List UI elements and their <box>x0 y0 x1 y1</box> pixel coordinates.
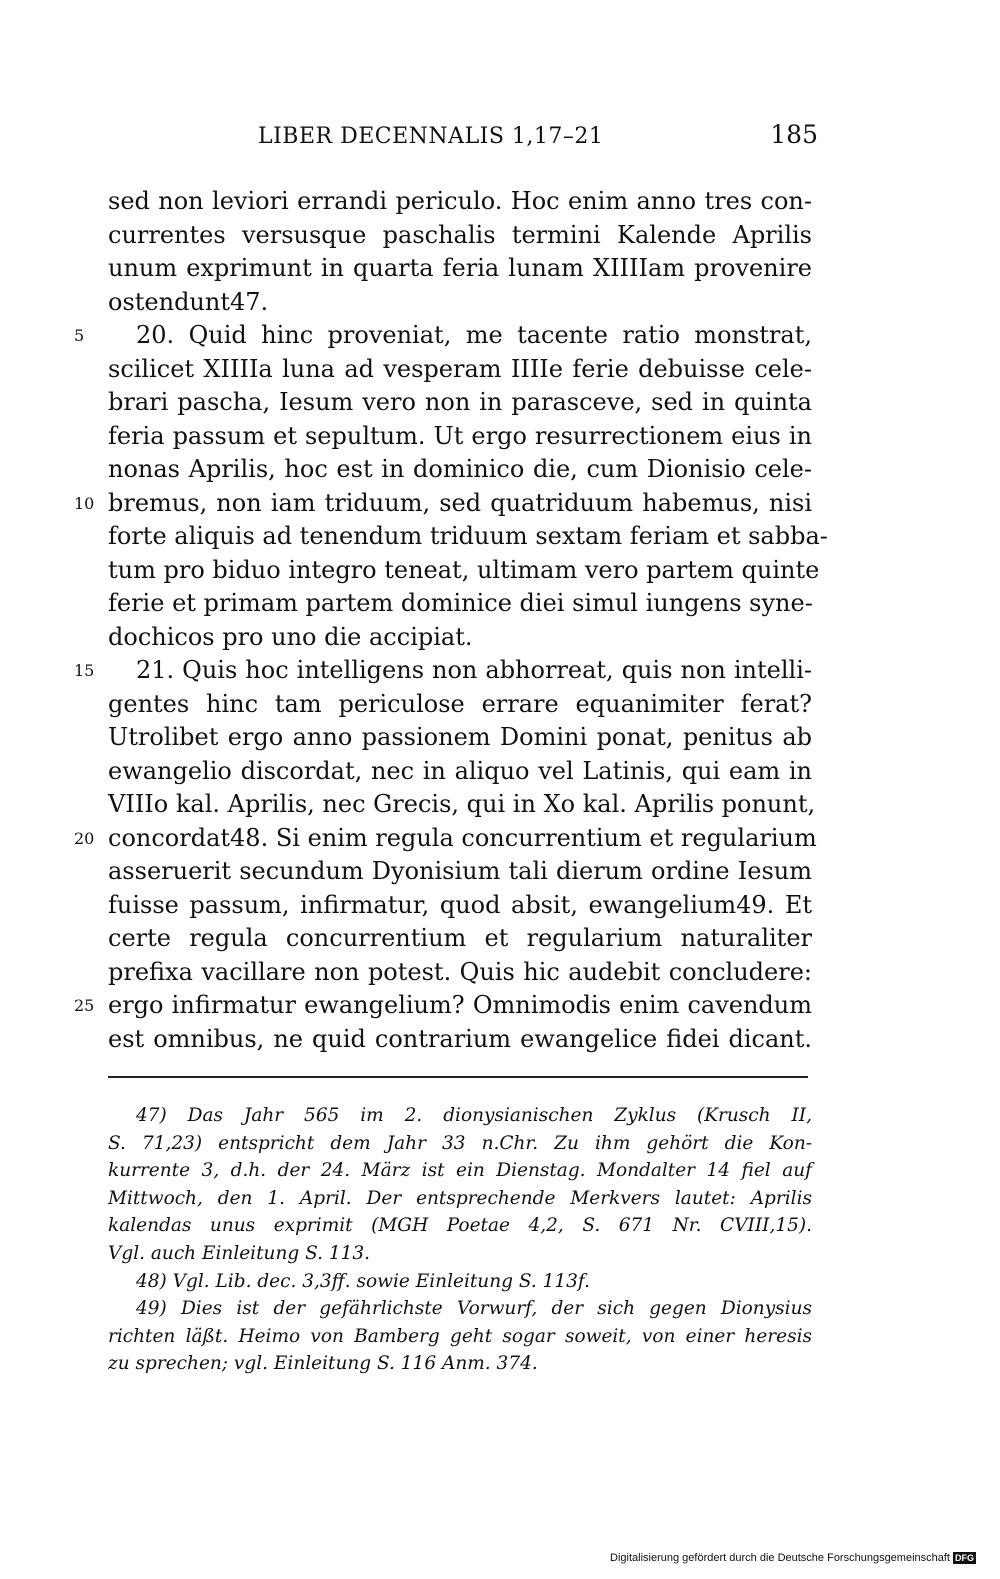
footnote-line: kalendas unus exprimit (MGH Poetae 4,2, S. 671 Nr. CVIII,15). <box>108 1215 812 1237</box>
text-line: ferie et primam partem dominice diei simul iungens syne- <box>108 589 813 617</box>
line-number: 10 <box>74 493 95 513</box>
footnote-line: 49) Dies ist der gefährlichste Vorwurf, der sich gegen Dionysius <box>136 1298 812 1320</box>
text-line: scilicet XIIIIa luna ad vesperam IIIIe ferie debuisse cele- <box>108 354 812 383</box>
text-line <box>74 989 812 1023</box>
footnotes <box>108 1102 812 1378</box>
text-line-content: 20. Quid hinc proveniat, me tacente ratio monstrat, <box>136 321 812 349</box>
running-header <box>258 120 818 156</box>
text-line: nonas Aprilis, hoc est in dominico die, cum Dionisio cele- <box>108 455 812 483</box>
text-line-content: 21. Quis hoc intelligens non abhorreat, quis non intelli- <box>136 656 812 684</box>
running-title: LIBER DECENNALIS 1,17–21 <box>258 124 604 149</box>
line-number: 15 <box>74 661 95 680</box>
text-line: prefixa vacillare non potest. Quis hic audebit concludere: <box>108 957 812 986</box>
text-line: Utrolibet ergo anno passionem Domini ponat, penitus ab <box>108 723 812 751</box>
footnote-line: kurrente 3, d.h. der 24. März ist ein Dienstag. Mondalter 14 fiel auf <box>108 1160 812 1182</box>
footnote-line: Vgl. auch Einleitung S. 113. <box>108 1242 371 1264</box>
footnote-line: zu sprechen; vgl. Einleitung S. 116 Anm. 374. <box>108 1353 538 1375</box>
footnote-line: richten läßt. Heimo von Bamberg geht sogar soweit, von einer heresis <box>108 1325 812 1347</box>
text-line: currentes versusque paschalis termini Kalende Aprilis <box>108 220 812 249</box>
footnote-line: 47) Das Jahr 565 im 2. dionysianischen Zyklus (Krusch II, <box>136 1105 812 1126</box>
footnote-separator <box>108 1076 808 1078</box>
line-number: 20 <box>74 828 95 848</box>
text-line: feria passum et sepultum. Ut ergo resurrectionem eius in <box>108 421 812 450</box>
text-line: ewangelio discordat, nec in aliquo vel Latinis, qui eam in <box>108 756 812 785</box>
text-line-content: bremus, non iam triduum, sed quatriduum habemus, nisi <box>108 488 812 517</box>
footnote-line: 48) Vgl. Lib. dec. 3,3ff. sowie Einleitung S. 113f. <box>136 1270 590 1292</box>
text-line: est omnibus, ne quid contrarium ewangelice fidei dicant. <box>108 1024 812 1053</box>
credit-text: Digitalisierung gefördert durch die Deutsche Forschungsgemeinschaft <box>610 1552 950 1564</box>
digitization-credit <box>610 1552 976 1564</box>
footnote-line: S. 71,23) entspricht dem Jahr 33 n.Chr. Zu ihm gehört die Kon- <box>108 1132 812 1154</box>
text-line: ostendunt47. <box>108 287 269 316</box>
page-number: 185 <box>770 120 818 149</box>
text-line <box>74 822 817 856</box>
text-line: tum pro biduo integro teneat, ultimam vero partem quinte <box>108 555 820 584</box>
text-line-content: ergo infirmatur ewangelium? Omnimodis enim cavendum <box>108 991 812 1019</box>
line-number: 5 <box>74 326 85 345</box>
main-text <box>74 185 828 1056</box>
text-line <box>74 654 812 688</box>
text-line: asseruerit secundum Dyonisium tali dierum ordine Iesum <box>108 857 812 885</box>
dfg-logo: DFG <box>955 1553 974 1563</box>
text-line: unum exprimunt in quarta feria lunam XIIIIam provenire <box>108 254 812 282</box>
text-line: certe regula concurrentium et regularium naturaliter <box>108 924 812 952</box>
text-line <box>74 319 812 353</box>
text-line: dochicos pro uno die accipiat. <box>108 622 473 651</box>
text-line: brari pascha, Iesum vero non in parasceve, sed in quinta <box>108 388 812 416</box>
footnote-line: Mittwoch, den 1. April. Der entsprechende Merkvers lautet: Aprilis <box>108 1187 812 1209</box>
text-line: gentes hinc tam periculose errare equanimiter ferat? <box>108 689 812 718</box>
text-line-content: concordat48. Si enim regula concurrentium et regularium <box>108 823 817 852</box>
text-line: fuisse passum, infirmatur, quod absit, ewangelium49. Et <box>108 890 812 919</box>
text-line: VIIIo kal. Aprilis, nec Grecis, qui in Xo kal. Aprilis ponunt, <box>108 790 816 818</box>
text-line: sed non leviori errandi periculo. Hoc enim anno tres con- <box>108 187 812 215</box>
text-line <box>74 487 812 521</box>
line-number: 25 <box>74 996 95 1015</box>
text-line: forte aliquis ad tenendum triduum sextam feriam et sabba- <box>108 522 828 550</box>
